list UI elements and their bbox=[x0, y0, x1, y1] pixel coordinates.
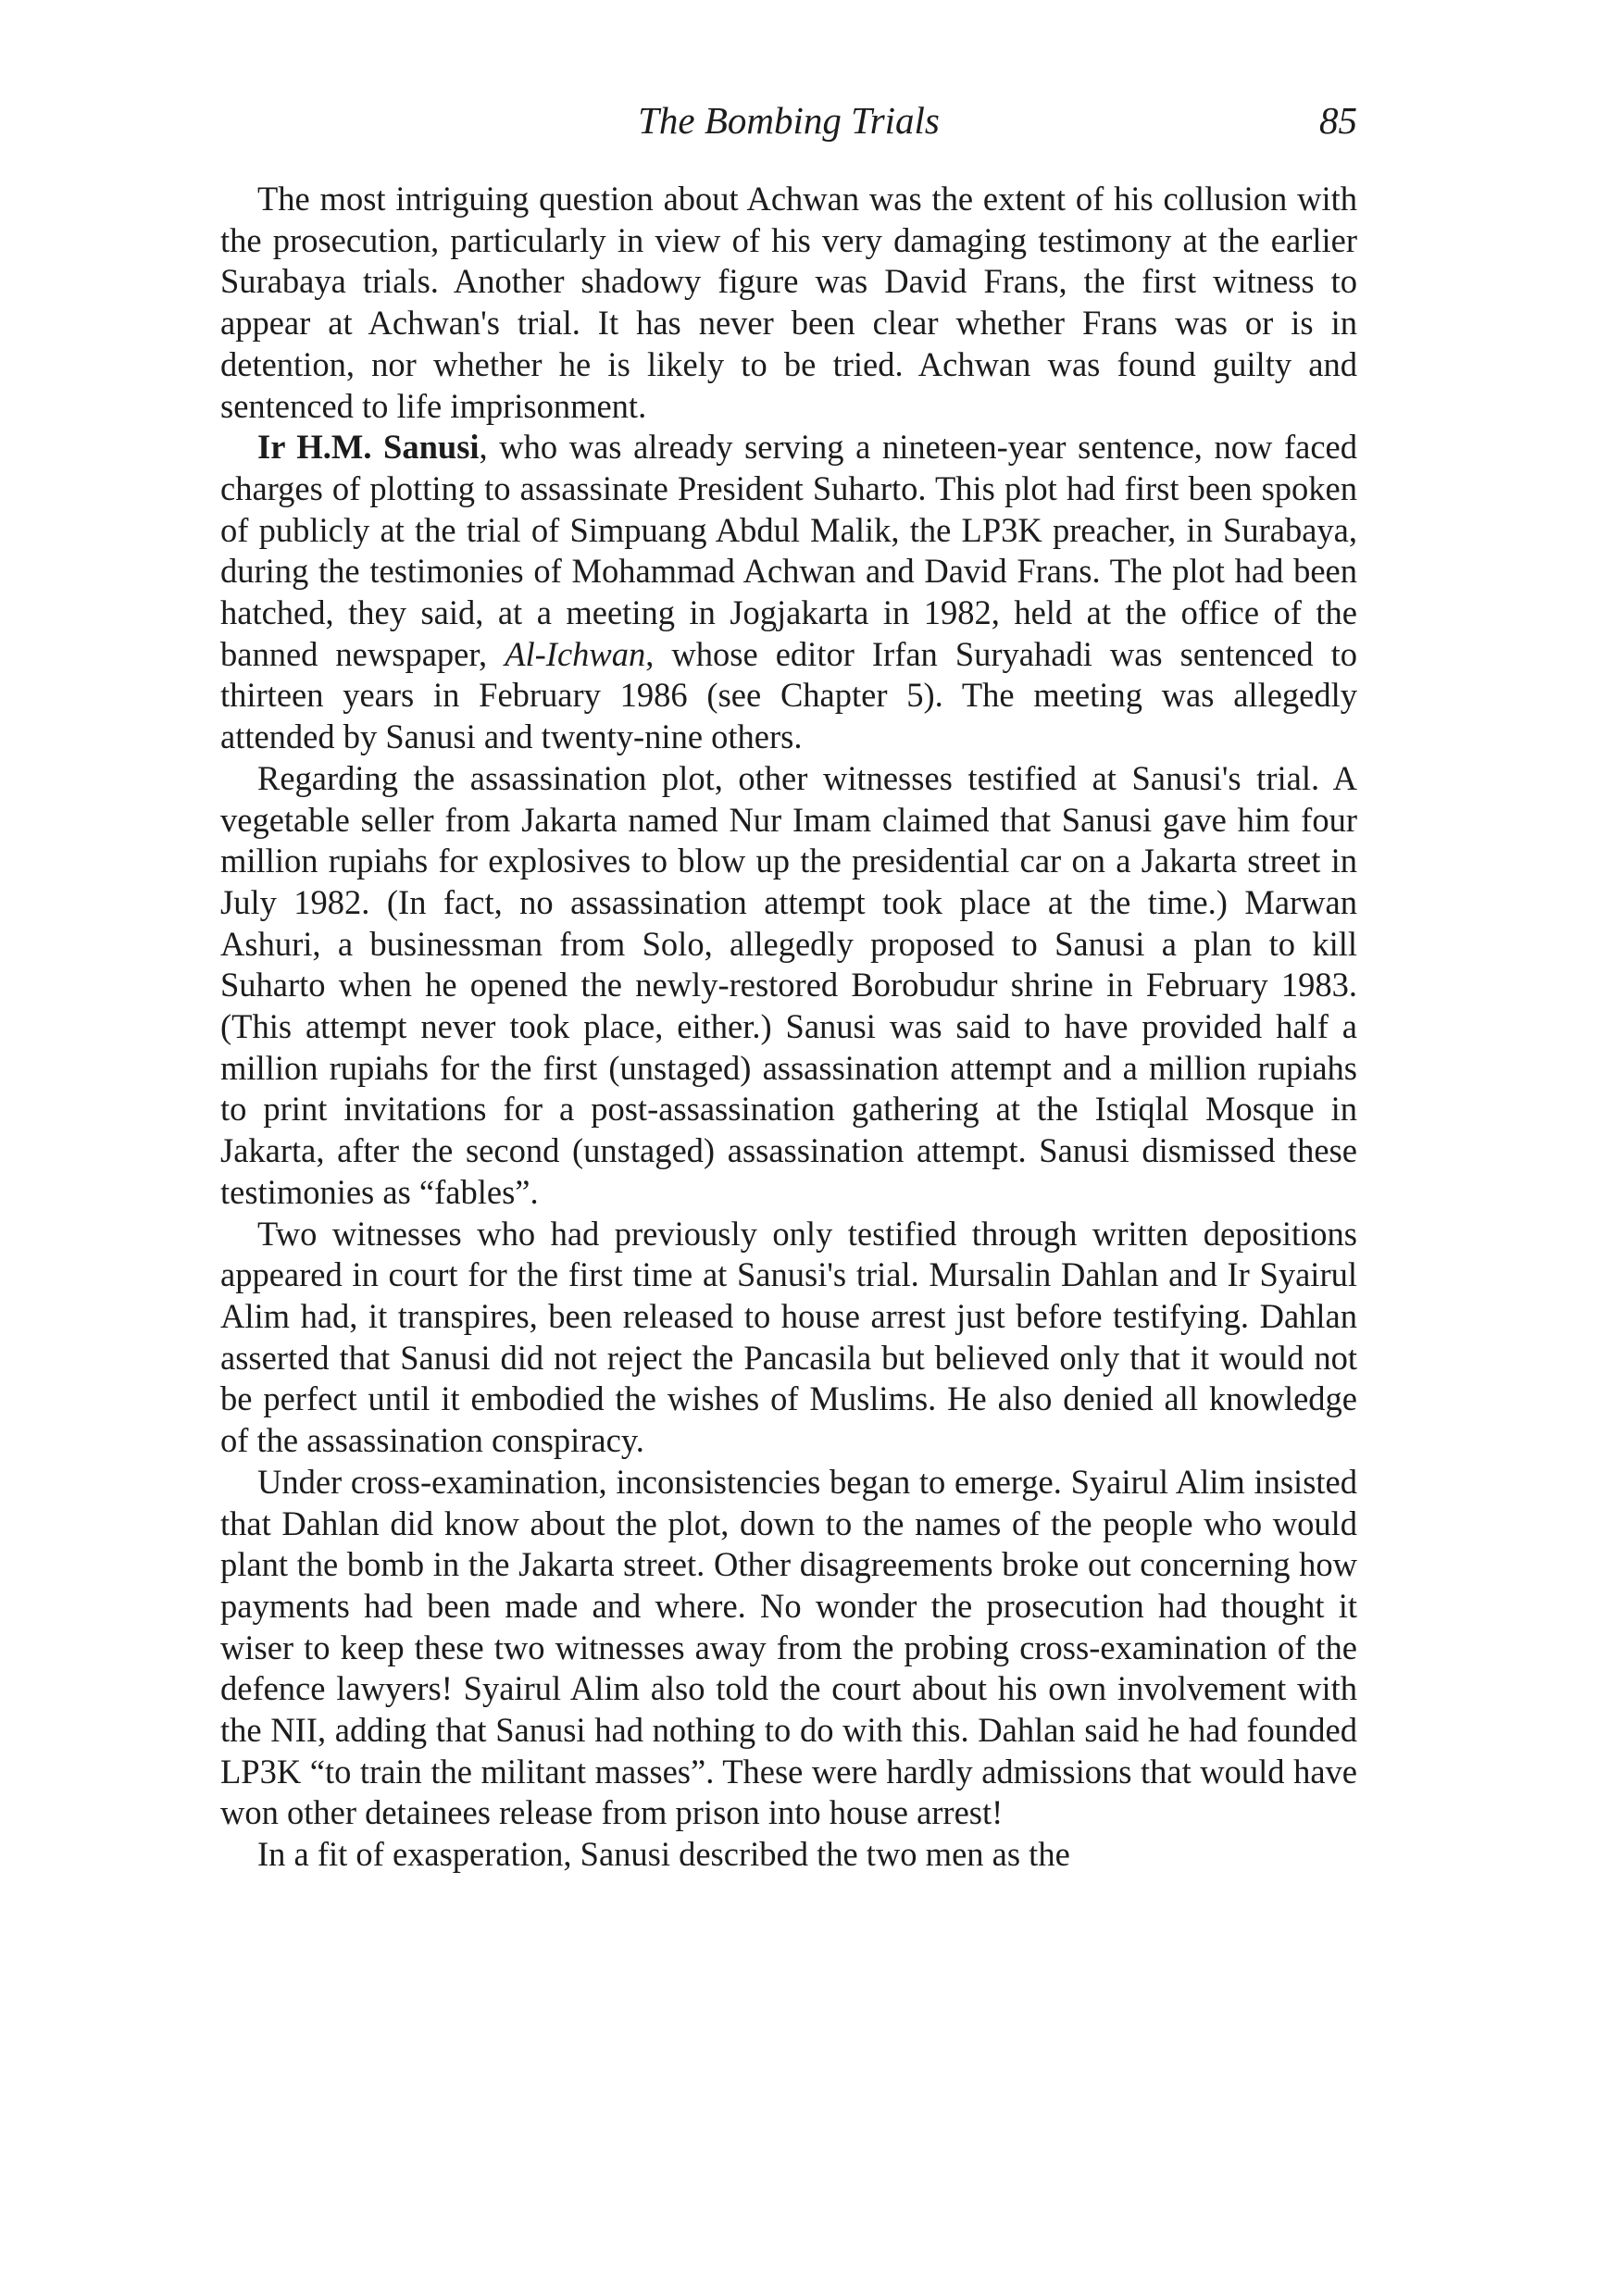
defendant-name: Ir H.M. Sanusi bbox=[257, 428, 480, 467]
paragraph: The most intriguing question about Achwan was the extent of his collusion with the prosecution, particularly in view of his very damaging testimony at the earlier Surabaya trials. Another shadowy figure was David Frans, the first witness to appear at Achwan's trial. It has never been clear whether Frans was or is in detention, nor whether he is likely to be tried. Achwan was found guilty and sentenced to life imprisonment. bbox=[220, 180, 1357, 425]
newspaper-title: Al-Ichwan bbox=[505, 634, 646, 673]
paragraph: Regarding the assassination plot, other witnesses testified at Sanusi's trial. A vegetable seller from Jakarta named Nur Imam claimed that Sanusi gave him four million rupiahs for explosives to blow up the presidential car on a Jakarta street in July 1982. (In fact, no assassination attempt took place at the time.) Marwan Ashuri, a businessman from Solo, allegedly proposed to Sanusi a plan to kill Suharto when he opened the newly-restored Borobudur shrine in February 1983. (This attempt never took place, either.) Sanusi was said to have provided half a million rupiahs for the first (unstaged) assassination attempt and a million rupiahs to print invitations for a post-assassination gathering at the Istiqlal Mosque in Jakarta, after the second (unstaged) assassination attempt. Sanusi dismissed these testimonies as “fables”. bbox=[220, 758, 1357, 1211]
running-head bbox=[220, 93, 1357, 148]
paragraph: Two witnesses who had previously only testified through written depositions appeared in court for the first time at Sanusi's trial. Mursalin Dahlan and Ir Syairul Alim had, it transpires, been released to house arrest just before testifying. Dahlan asserted that Sanusi did not reject the Pancasila but believed only that it would not be perfect until it embodied the wishes of Muslims. He also denied all knowledge of the assassination conspiracy. bbox=[220, 1214, 1357, 1460]
paragraph: Under cross-examination, inconsistencies began to emerge. Syairul Alim insisted that Dahlan did know about the plot, down to the names of the people who would plant the bomb in the Jakarta street. Other disagreements broke out concerning how payments had been made and where. No wonder the prosecution had thought it wiser to keep these two witnesses away from the probing cross-examination of the defence lawyers! Syairul Alim also told the court about his own involvement with the NII, adding that Sanusi had nothing to do with this. Dahlan said he had founded LP3K “to train the militant masses”. These were hardly admissions that would have won other detainees release from prison into house arrest! bbox=[220, 1462, 1357, 1832]
body-text bbox=[220, 179, 1357, 1876]
paragraph: In a fit of exasperation, Sanusi described the two men as the bbox=[257, 1835, 1070, 1874]
paragraph-text: , who was already serving a nineteen-year sentence, now faced charges of plotting to assassinate President Suharto. This plot had first been spoken of publicly at the trial of Simpuang Abdul Malik, the LP3K preacher, in Surabaya, during the testimonies of Mohammad Achwan and David Frans. The plot had been hatched, they said, at a meeting in Jogjakarta in 1982, held at the office of the banned newspaper, bbox=[220, 428, 1357, 673]
running-title: The Bombing Trials bbox=[638, 99, 940, 142]
paragraph bbox=[220, 427, 1357, 758]
paragraph-text: , whose editor Irfan Suryahadi was sentenced to thirteen years in February 1986 (see Chapter 5). The meeting was allegedly attended by Sanusi and twenty-nine others. bbox=[220, 634, 1357, 756]
page-number: 85 bbox=[1319, 99, 1357, 142]
